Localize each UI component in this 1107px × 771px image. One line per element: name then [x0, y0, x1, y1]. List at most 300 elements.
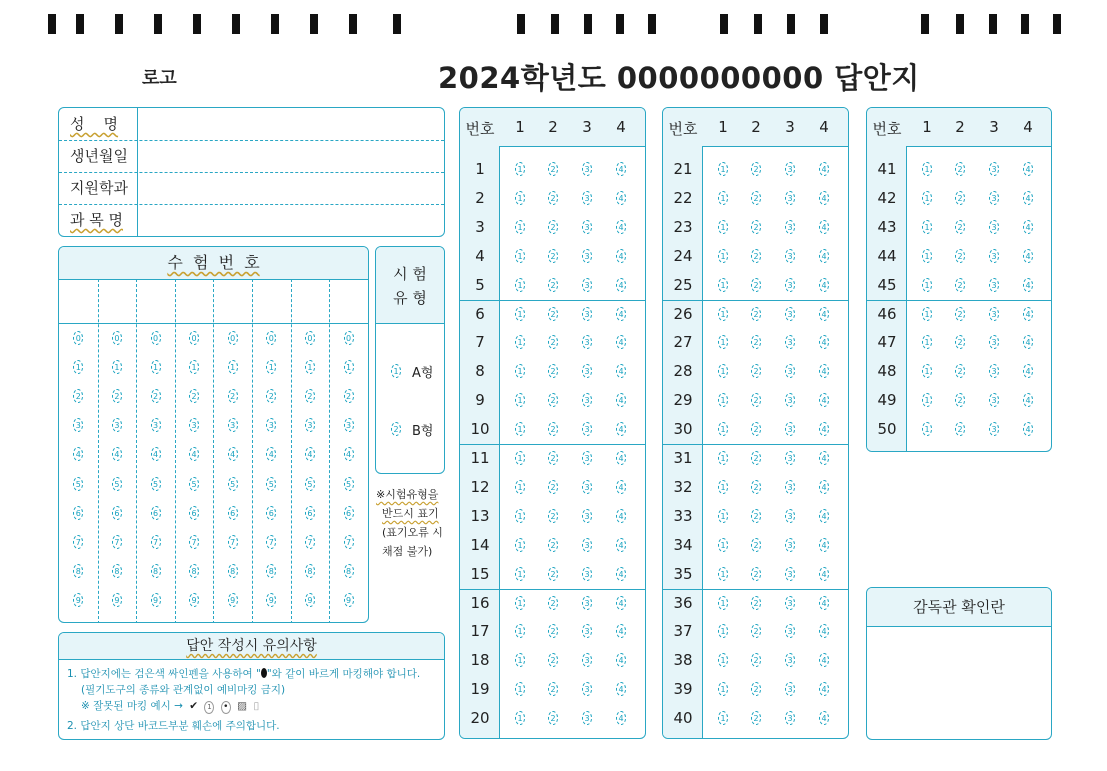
answer-bubble[interactable]: 4: [616, 538, 626, 552]
answer-bubble[interactable]: 2: [955, 422, 965, 436]
exam-digit-bubble[interactable]: 5: [73, 477, 83, 491]
answer-bubble[interactable]: 4: [1023, 278, 1033, 292]
exam-digit-bubble[interactable]: 6: [112, 506, 122, 520]
answer-bubble[interactable]: 1: [718, 711, 728, 725]
answer-bubble[interactable]: 3: [582, 249, 592, 263]
exam-digit-bubble[interactable]: 9: [305, 593, 315, 607]
answer-bubble[interactable]: 2: [751, 451, 761, 465]
exam-digit-bubble[interactable]: 8: [266, 564, 276, 578]
answer-bubble[interactable]: 4: [616, 307, 626, 321]
answer-bubble[interactable]: 3: [785, 307, 795, 321]
answer-bubble[interactable]: 1: [515, 653, 525, 667]
exam-digit-bubble[interactable]: 0: [112, 331, 122, 345]
exam-number-entry-cell[interactable]: [177, 281, 212, 321]
answer-bubble[interactable]: 2: [955, 364, 965, 378]
answer-bubble[interactable]: 3: [989, 162, 999, 176]
answer-bubble[interactable]: 1: [515, 451, 525, 465]
answer-bubble[interactable]: 1: [515, 624, 525, 638]
supervisor-signature-area[interactable]: [867, 626, 1051, 740]
answer-bubble[interactable]: 1: [515, 335, 525, 349]
answer-bubble[interactable]: 1: [515, 220, 525, 234]
answer-bubble[interactable]: 1: [718, 364, 728, 378]
exam-digit-bubble[interactable]: 8: [344, 564, 354, 578]
answer-bubble[interactable]: 3: [785, 422, 795, 436]
answer-bubble[interactable]: 1: [922, 191, 932, 205]
answer-bubble[interactable]: 4: [616, 682, 626, 696]
exam-digit-bubble[interactable]: 9: [73, 593, 83, 607]
answer-bubble[interactable]: 3: [785, 480, 795, 494]
answer-bubble[interactable]: 4: [819, 307, 829, 321]
answer-bubble[interactable]: 4: [616, 653, 626, 667]
answer-bubble[interactable]: 2: [548, 653, 558, 667]
exam-digit-bubble[interactable]: 4: [266, 447, 276, 461]
answer-bubble[interactable]: 3: [582, 220, 592, 234]
answer-bubble[interactable]: 4: [819, 509, 829, 523]
answer-bubble[interactable]: 4: [819, 624, 829, 638]
exam-digit-bubble[interactable]: 9: [112, 593, 122, 607]
answer-bubble[interactable]: 3: [785, 682, 795, 696]
exam-digit-bubble[interactable]: 5: [112, 477, 122, 491]
exam-digit-bubble[interactable]: 8: [73, 564, 83, 578]
answer-bubble[interactable]: 3: [785, 567, 795, 581]
answer-bubble[interactable]: 1: [515, 278, 525, 292]
exam-digit-bubble[interactable]: 9: [266, 593, 276, 607]
exam-digit-bubble[interactable]: 6: [189, 506, 199, 520]
exam-digit-bubble[interactable]: 8: [228, 564, 238, 578]
timing-mark: [517, 14, 525, 34]
exam-digit-bubble[interactable]: 7: [112, 535, 122, 549]
answer-bubble[interactable]: 2: [751, 278, 761, 292]
answer-bubble[interactable]: 1: [718, 220, 728, 234]
answer-bubble[interactable]: 4: [616, 422, 626, 436]
answer-bubble[interactable]: 4: [819, 567, 829, 581]
answer-bubble[interactable]: 2: [548, 249, 558, 263]
answer-bubble[interactable]: 4: [819, 393, 829, 407]
answer-bubble[interactable]: 3: [582, 596, 592, 610]
exam-digit-bubble[interactable]: 9: [151, 593, 161, 607]
answer-bubble[interactable]: 2: [751, 220, 761, 234]
exam-digit-bubble[interactable]: 5: [266, 477, 276, 491]
answer-bubble[interactable]: 4: [1023, 191, 1033, 205]
exam-digit-bubble[interactable]: 5: [305, 477, 315, 491]
answer-bubble[interactable]: 1: [515, 393, 525, 407]
answer-bubble[interactable]: 1: [515, 249, 525, 263]
answer-bubble[interactable]: 4: [819, 538, 829, 552]
exam-digit-bubble[interactable]: 3: [151, 418, 161, 432]
answer-bubble[interactable]: 2: [751, 509, 761, 523]
exam-digit-bubble[interactable]: 7: [189, 535, 199, 549]
answer-bubble[interactable]: 2: [955, 335, 965, 349]
answer-bubble[interactable]: 2: [751, 335, 761, 349]
answer-bubble[interactable]: 3: [582, 480, 592, 494]
answer-bubble[interactable]: 4: [616, 451, 626, 465]
answer-bubble[interactable]: 1: [718, 162, 728, 176]
answer-bubble[interactable]: 3: [582, 682, 592, 696]
exam-digit-bubble[interactable]: 1: [189, 360, 199, 374]
exam-digit-bubble[interactable]: 5: [344, 477, 354, 491]
exam-digit-bubble[interactable]: 2: [305, 389, 315, 403]
exam-digit-bubble[interactable]: 1: [228, 360, 238, 374]
exam-type-a-bubble[interactable]: 1: [391, 364, 401, 378]
answer-bubble[interactable]: 3: [582, 711, 592, 725]
answer-bubble[interactable]: 3: [989, 422, 999, 436]
answer-bubble[interactable]: 4: [819, 220, 829, 234]
answer-bubble[interactable]: 3: [582, 624, 592, 638]
answer-bubble[interactable]: 3: [785, 162, 795, 176]
answer-bubble[interactable]: 4: [616, 480, 626, 494]
answer-bubble[interactable]: 3: [582, 422, 592, 436]
info-row: [59, 204, 444, 236]
answer-bubble[interactable]: 4: [819, 249, 829, 263]
exam-digit-bubble[interactable]: 7: [228, 535, 238, 549]
answer-bubble[interactable]: 1: [718, 249, 728, 263]
answer-bubble[interactable]: 1: [515, 422, 525, 436]
answer-bubble[interactable]: 3: [582, 335, 592, 349]
answer-bubble[interactable]: 3: [989, 191, 999, 205]
answer-bubble[interactable]: 1: [515, 538, 525, 552]
answer-bubble[interactable]: 3: [785, 624, 795, 638]
answer-bubble[interactable]: 1: [922, 422, 932, 436]
answer-bubble[interactable]: 1: [718, 509, 728, 523]
answer-bubble[interactable]: 4: [616, 393, 626, 407]
answer-bubble[interactable]: 2: [955, 191, 965, 205]
answer-bubble[interactable]: 1: [515, 307, 525, 321]
exam-digit-bubble[interactable]: 1: [73, 360, 83, 374]
answer-bubble[interactable]: 1: [922, 307, 932, 321]
exam-number-entry-cell[interactable]: [331, 281, 366, 321]
exam-digit-bubble[interactable]: 5: [151, 477, 161, 491]
exam-digit-bubble[interactable]: 5: [228, 477, 238, 491]
answer-bubble[interactable]: 1: [718, 278, 728, 292]
answer-bubble[interactable]: 4: [1023, 364, 1033, 378]
exam-digit-bubble[interactable]: 1: [305, 360, 315, 374]
answer-bubble[interactable]: 3: [582, 191, 592, 205]
exam-digit-bubble[interactable]: 8: [189, 564, 199, 578]
answer-bubble[interactable]: 1: [922, 220, 932, 234]
answer-bubble[interactable]: 2: [548, 307, 558, 321]
answer-bubble[interactable]: 1: [515, 596, 525, 610]
answer-bubble[interactable]: 2: [751, 538, 761, 552]
answer-bubble[interactable]: 4: [819, 596, 829, 610]
answer-bubble[interactable]: 2: [548, 567, 558, 581]
exam-digit-bubble[interactable]: 3: [305, 418, 315, 432]
exam-digit-bubble[interactable]: 7: [151, 535, 161, 549]
answer-bubble[interactable]: 2: [751, 480, 761, 494]
answer-bubble[interactable]: 1: [515, 509, 525, 523]
answer-bubble[interactable]: 3: [989, 278, 999, 292]
exam-number-entry-cell[interactable]: [100, 281, 135, 321]
answer-bubble[interactable]: 2: [548, 538, 558, 552]
answer-bubble[interactable]: 4: [616, 220, 626, 234]
answer-bubble[interactable]: 4: [616, 567, 626, 581]
exam-type-b-label: B형: [412, 424, 434, 439]
exam-digit-bubble[interactable]: 2: [228, 389, 238, 403]
answer-bubble[interactable]: 4: [1023, 422, 1033, 436]
answer-bubble[interactable]: 1: [718, 538, 728, 552]
answer-bubble[interactable]: 4: [616, 711, 626, 725]
exam-digit-bubble[interactable]: 6: [344, 506, 354, 520]
info-input[interactable]: [139, 140, 444, 172]
answer-bubble[interactable]: 2: [751, 422, 761, 436]
answer-bubble[interactable]: 1: [922, 335, 932, 349]
answer-bubble[interactable]: 3: [582, 364, 592, 378]
answer-bubble[interactable]: 2: [751, 307, 761, 321]
answer-bubble[interactable]: 3: [582, 278, 592, 292]
answer-bubble[interactable]: 2: [548, 191, 558, 205]
exam-digit-bubble[interactable]: 6: [151, 506, 161, 520]
answer-bubble[interactable]: 2: [955, 162, 965, 176]
answer-bubble[interactable]: 2: [751, 596, 761, 610]
answer-bubble[interactable]: 2: [548, 711, 558, 725]
exam-digit-bubble[interactable]: 9: [344, 593, 354, 607]
exam-digit-bubble[interactable]: 0: [228, 331, 238, 345]
answer-bubble[interactable]: 3: [582, 307, 592, 321]
answer-bubble[interactable]: 1: [515, 162, 525, 176]
answer-bubble[interactable]: 2: [548, 422, 558, 436]
exam-digit-bubble[interactable]: 1: [112, 360, 122, 374]
answer-bubble[interactable]: 1: [718, 393, 728, 407]
answer-bubble[interactable]: 3: [785, 249, 795, 263]
answer-bubble[interactable]: 3: [582, 509, 592, 523]
answer-bubble[interactable]: 1: [515, 567, 525, 581]
answer-bubble[interactable]: 2: [955, 307, 965, 321]
answer-bubble[interactable]: 2: [548, 509, 558, 523]
answer-bubble[interactable]: 1: [515, 682, 525, 696]
answer-bubble[interactable]: 1: [922, 249, 932, 263]
answer-bubble[interactable]: 2: [751, 249, 761, 263]
answer-bubble[interactable]: 3: [785, 653, 795, 667]
exam-digit-bubble[interactable]: 0: [189, 331, 199, 345]
answer-bubble[interactable]: 4: [819, 682, 829, 696]
exam-digit-bubble[interactable]: 2: [151, 389, 161, 403]
answer-bubble[interactable]: 1: [718, 451, 728, 465]
answer-bubble[interactable]: 3: [785, 538, 795, 552]
info-input[interactable]: [139, 108, 444, 140]
answer-bubble[interactable]: 1: [718, 567, 728, 581]
exam-digit-bubble[interactable]: 2: [73, 389, 83, 403]
answer-bubble[interactable]: 3: [989, 393, 999, 407]
answer-bubble[interactable]: 4: [1023, 393, 1033, 407]
answer-bubble[interactable]: 4: [616, 249, 626, 263]
answer-bubble[interactable]: 3: [582, 162, 592, 176]
exam-digit-bubble[interactable]: 5: [189, 477, 199, 491]
exam-digit-bubble[interactable]: 0: [266, 331, 276, 345]
answer-bubble[interactable]: 1: [718, 307, 728, 321]
exam-digit-bubble[interactable]: 7: [73, 535, 83, 549]
exam-digit-bubble[interactable]: 4: [151, 447, 161, 461]
answer-bubble[interactable]: 2: [751, 393, 761, 407]
answer-bubble[interactable]: 3: [785, 220, 795, 234]
answer-bubble[interactable]: 4: [819, 278, 829, 292]
exam-digit-bubble[interactable]: 0: [344, 331, 354, 345]
answer-bubble[interactable]: 3: [785, 278, 795, 292]
exam-digit-bubble[interactable]: 4: [344, 447, 354, 461]
exam-digit-bubble[interactable]: 0: [151, 331, 161, 345]
answer-bubble[interactable]: 1: [922, 278, 932, 292]
exam-number-entry-cell[interactable]: [61, 281, 96, 321]
answer-bubble[interactable]: 4: [1023, 249, 1033, 263]
exam-digit-bubble[interactable]: 4: [112, 447, 122, 461]
answer-bubble[interactable]: 4: [819, 653, 829, 667]
answer-bubble[interactable]: 4: [819, 422, 829, 436]
exam-type-b-bubble[interactable]: 2: [391, 422, 401, 436]
answer-bubble[interactable]: 3: [989, 364, 999, 378]
exam-digit-bubble[interactable]: 6: [305, 506, 315, 520]
answer-bubble[interactable]: 4: [1023, 220, 1033, 234]
answer-bubble[interactable]: 4: [616, 191, 626, 205]
answer-bubble[interactable]: 1: [718, 596, 728, 610]
answer-bubble[interactable]: 2: [751, 711, 761, 725]
answer-bubble[interactable]: 3: [785, 509, 795, 523]
answer-bubble[interactable]: 4: [616, 335, 626, 349]
answer-bubble[interactable]: 4: [1023, 162, 1033, 176]
answer-bubble[interactable]: 2: [548, 162, 558, 176]
answer-bubble[interactable]: 2: [955, 393, 965, 407]
exam-digit-bubble[interactable]: 2: [344, 389, 354, 403]
answer-bubble[interactable]: 1: [515, 364, 525, 378]
answer-bubble[interactable]: 2: [955, 278, 965, 292]
answer-bubble[interactable]: 2: [955, 220, 965, 234]
answer-bubble[interactable]: 2: [751, 162, 761, 176]
answer-bubble[interactable]: 2: [548, 480, 558, 494]
answer-bubble[interactable]: 2: [548, 220, 558, 234]
exam-digit-bubble[interactable]: 8: [151, 564, 161, 578]
exam-digit-bubble[interactable]: 1: [266, 360, 276, 374]
answer-bubble[interactable]: 2: [548, 451, 558, 465]
answer-bubble[interactable]: 3: [785, 451, 795, 465]
answer-bubble[interactable]: 4: [1023, 307, 1033, 321]
group-divider: [663, 444, 848, 445]
exam-digit-bubble[interactable]: 7: [305, 535, 315, 549]
answer-bubble[interactable]: 2: [548, 278, 558, 292]
answer-bubble[interactable]: 4: [819, 162, 829, 176]
answer-bubble[interactable]: 1: [718, 191, 728, 205]
answer-bubble[interactable]: 1: [718, 480, 728, 494]
exam-digit-bubble[interactable]: 4: [305, 447, 315, 461]
answer-bubble[interactable]: 3: [785, 393, 795, 407]
answer-bubble[interactable]: 3: [582, 538, 592, 552]
exam-digit-bubble[interactable]: 3: [112, 418, 122, 432]
answer-bubble[interactable]: 3: [582, 567, 592, 581]
answer-bubble[interactable]: 4: [616, 278, 626, 292]
answer-bubble[interactable]: 4: [616, 162, 626, 176]
answer-bubble[interactable]: 4: [819, 711, 829, 725]
info-input[interactable]: [139, 204, 444, 236]
answer-bubble[interactable]: 2: [548, 364, 558, 378]
answer-bubble[interactable]: 4: [616, 509, 626, 523]
exam-digit-bubble[interactable]: 2: [266, 389, 276, 403]
answer-bubble[interactable]: 2: [548, 393, 558, 407]
exam-digit-bubble[interactable]: 7: [344, 535, 354, 549]
answer-bubble[interactable]: 1: [515, 191, 525, 205]
exam-digit-bubble[interactable]: 8: [112, 564, 122, 578]
answer-bubble[interactable]: 3: [989, 220, 999, 234]
answer-bubble[interactable]: 2: [751, 624, 761, 638]
exam-digit-bubble[interactable]: 4: [228, 447, 238, 461]
answer-bubble[interactable]: 2: [548, 624, 558, 638]
exam-digit-bubble[interactable]: 3: [228, 418, 238, 432]
exam-digit-bubble[interactable]: 6: [73, 506, 83, 520]
answer-bubble[interactable]: 4: [819, 191, 829, 205]
answer-bubble[interactable]: 3: [785, 364, 795, 378]
exam-digit-bubble[interactable]: 6: [228, 506, 238, 520]
exam-digit-bubble[interactable]: 9: [189, 593, 199, 607]
answer-bubble[interactable]: 2: [751, 567, 761, 581]
exam-digit-bubble[interactable]: 4: [73, 447, 83, 461]
answer-bubble[interactable]: 2: [751, 364, 761, 378]
answer-bubble[interactable]: 3: [989, 249, 999, 263]
answer-bubble[interactable]: 3: [785, 596, 795, 610]
answer-bubble[interactable]: 2: [548, 335, 558, 349]
answer-bubble[interactable]: 1: [718, 422, 728, 436]
answer-bubble[interactable]: 4: [819, 480, 829, 494]
answer-bubble[interactable]: 2: [955, 249, 965, 263]
answer-bubble[interactable]: 3: [582, 393, 592, 407]
exam-digit-bubble[interactable]: 8: [305, 564, 315, 578]
exam-number-entry-cell[interactable]: [138, 281, 173, 321]
exam-digit-bubble[interactable]: 3: [266, 418, 276, 432]
answer-bubble[interactable]: 1: [718, 624, 728, 638]
exam-digit-bubble[interactable]: 2: [112, 389, 122, 403]
exam-digit-bubble[interactable]: 1: [344, 360, 354, 374]
answer-bubble[interactable]: 1: [718, 682, 728, 696]
answer-bubble[interactable]: 4: [616, 596, 626, 610]
answer-bubble[interactable]: 4: [819, 364, 829, 378]
exam-digit-bubble[interactable]: 2: [189, 389, 199, 403]
answer-bubble[interactable]: 4: [616, 624, 626, 638]
answer-bubble[interactable]: 4: [616, 364, 626, 378]
answer-bubble[interactable]: 2: [751, 653, 761, 667]
exam-number-entry-cell[interactable]: [293, 281, 328, 321]
answer-bubble[interactable]: 1: [922, 393, 932, 407]
answer-bubble[interactable]: 2: [548, 596, 558, 610]
answer-bubble[interactable]: 1: [922, 162, 932, 176]
exam-digit-bubble[interactable]: 3: [344, 418, 354, 432]
answer-bubble[interactable]: 1: [515, 480, 525, 494]
answer-bubble[interactable]: 4: [1023, 335, 1033, 349]
exam-number-entry-cell[interactable]: [254, 281, 289, 321]
answer-bubble[interactable]: 3: [582, 451, 592, 465]
answer-bubble[interactable]: 4: [819, 451, 829, 465]
answer-bubble[interactable]: 3: [785, 711, 795, 725]
exam-digit-bubble[interactable]: 1: [151, 360, 161, 374]
question-number: 23: [673, 217, 693, 236]
answer-bubble[interactable]: 3: [785, 191, 795, 205]
answer-bubble[interactable]: 3: [582, 653, 592, 667]
answer-bubble[interactable]: 1: [515, 711, 525, 725]
answer-bubble[interactable]: 2: [751, 682, 761, 696]
exam-number-entry-cell[interactable]: [215, 281, 250, 321]
exam-digit-bubble[interactable]: 6: [266, 506, 276, 520]
answer-bubble[interactable]: 3: [785, 335, 795, 349]
exam-digit-bubble[interactable]: 0: [73, 331, 83, 345]
exam-digit-bubble[interactable]: 4: [189, 447, 199, 461]
answer-bubble[interactable]: 4: [819, 335, 829, 349]
info-input[interactable]: [139, 172, 444, 204]
answer-bubble[interactable]: 1: [718, 653, 728, 667]
exam-digit-bubble[interactable]: 3: [189, 418, 199, 432]
exam-digit-bubble[interactable]: 9: [228, 593, 238, 607]
answer-bubble[interactable]: 3: [989, 307, 999, 321]
exam-digit-bubble[interactable]: 0: [305, 331, 315, 345]
exam-digit-bubble[interactable]: 3: [73, 418, 83, 432]
answer-bubble[interactable]: 2: [751, 191, 761, 205]
answer-bubble[interactable]: 2: [548, 682, 558, 696]
answer-bubble[interactable]: 3: [989, 335, 999, 349]
answer-bubble[interactable]: 1: [922, 364, 932, 378]
answer-bubble[interactable]: 1: [718, 335, 728, 349]
exam-digit-bubble[interactable]: 7: [266, 535, 276, 549]
